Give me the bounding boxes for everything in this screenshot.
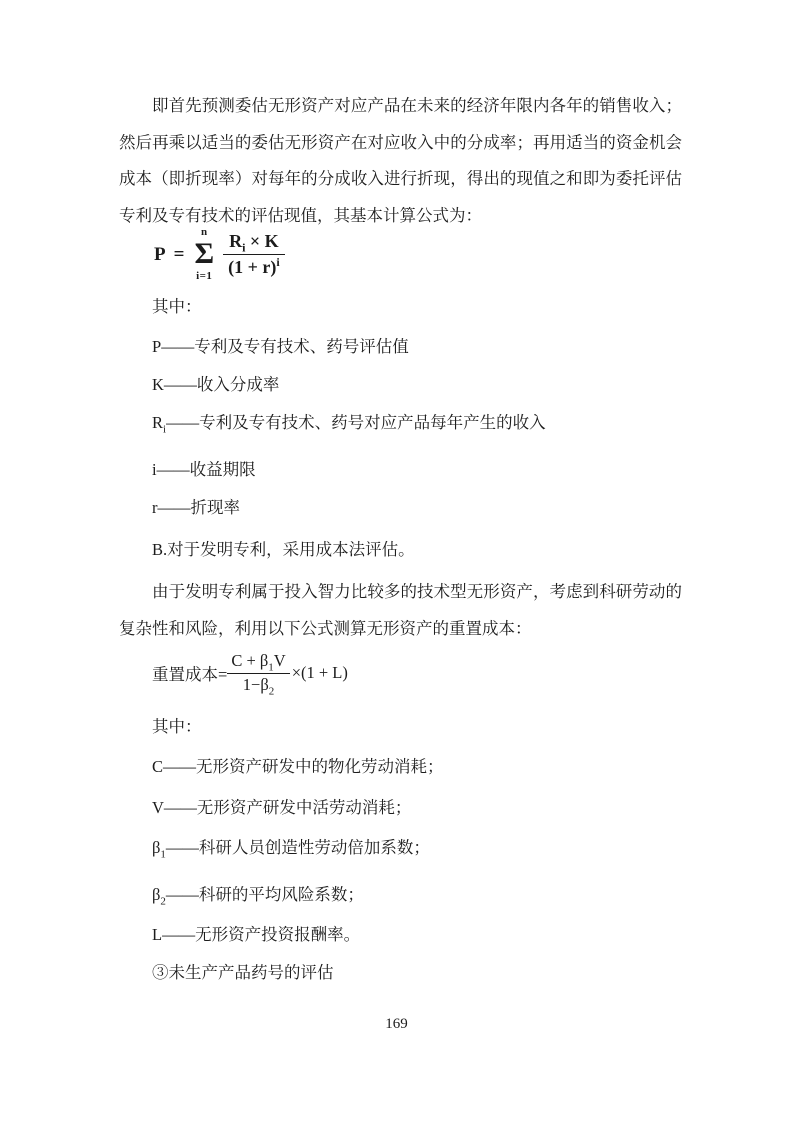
formula-tail: ×(1 + L) [291, 663, 348, 683]
definition-i [152, 459, 256, 481]
denominator-exponent: i [276, 255, 280, 269]
definition-text: ——无形资产研发中的物化劳动消耗； [163, 757, 444, 776]
symbol-subscript: 1 [160, 848, 166, 861]
denominator-subscript: 2 [268, 685, 275, 698]
fraction-numerator [227, 652, 289, 674]
fraction-denominator [228, 255, 280, 278]
symbol: β [152, 885, 161, 904]
definition-beta1 [152, 837, 430, 859]
fraction-numerator [223, 231, 285, 255]
definition-text: ——收入分成率 [163, 375, 280, 394]
definition-text: ——收益期限 [156, 460, 256, 479]
summation-symbol [194, 227, 214, 282]
sum-upper-limit: n [200, 226, 208, 238]
symbol: r [152, 498, 158, 517]
cost-formula [152, 651, 348, 698]
definition-text: ——折现率 [157, 498, 240, 517]
formula-label: 重置成本= [152, 665, 228, 685]
denominator-base: 1−β [242, 674, 269, 694]
symbol: P [152, 337, 162, 356]
definition-K [152, 374, 279, 396]
income-formula [154, 227, 285, 282]
definition-r [152, 497, 240, 519]
definition-text: ——科研的平均风险系数； [165, 885, 364, 904]
fraction-denominator [242, 674, 275, 698]
numerator-base: R [229, 231, 243, 252]
symbol: C [152, 757, 164, 776]
symbol: R [152, 413, 164, 432]
symbol: K [152, 375, 164, 394]
numerator-rest: × K [245, 231, 279, 252]
income-fraction [223, 231, 285, 277]
definition-C [152, 756, 444, 778]
formula-lhs: P [154, 243, 166, 265]
page-number: 169 [385, 1016, 408, 1032]
method-b-line: B.对于发明专利，采用成本法评估。 [152, 540, 415, 559]
definition-text: ——无形资产研发中活劳动消耗； [163, 798, 412, 817]
numerator-base: C + β [231, 651, 269, 670]
symbol: L [152, 925, 163, 944]
definition-P [152, 336, 409, 358]
numerator-subscript: i [242, 240, 246, 255]
denominator-base: (1 + r) [228, 257, 277, 277]
definition-V [152, 797, 411, 819]
intro-paragraph: 即首先预测委估无形资产对应产品在未来的经济年限内各年的销售收入；然后再乘以适当的委估无形资产在对应收入中的分成率；再用适当的资金机会成本（即折现率）对每年的分成收入进行折现，得出的现值之和即为委托评估专利及专有技术的评估现值，其基本计算公式为： [119, 96, 682, 225]
equals-sign: = [173, 243, 185, 265]
section-heading-3: ③未生产产品药号的评估 [152, 963, 334, 982]
numerator-subscript: 1 [268, 661, 274, 674]
symbol-subscript: i [163, 423, 167, 436]
definition-text: ——科研人员创造性劳动倍加系数； [165, 838, 430, 857]
where-label-1: 其中： [152, 297, 202, 316]
sum-lower-limit: i=1 [196, 270, 213, 282]
symbol: V [152, 798, 164, 817]
cost-paragraph: 由于发明专利属于投入智力比较多的技术型无形资产，考虑到科研劳动的复杂性和风险，利用以下公式测算无形资产的重置成本： [119, 582, 682, 638]
numerator-rest: V [273, 651, 286, 670]
definition-beta2 [152, 884, 364, 906]
definition-L [152, 924, 360, 946]
sigma-glyph: Σ [194, 237, 215, 270]
definition-Ri [152, 412, 546, 434]
symbol: β [152, 838, 161, 857]
symbol-subscript: 2 [160, 895, 166, 908]
definition-text: ——专利及专有技术、药号对应产品每年产生的收入 [166, 413, 546, 432]
cost-fraction [227, 651, 289, 698]
definition-text: ——无形资产投资报酬率。 [162, 925, 361, 944]
where-label-2: 其中： [152, 717, 202, 736]
definition-text: ——专利及专有技术、药号评估值 [161, 337, 409, 356]
symbol: i [152, 460, 157, 479]
